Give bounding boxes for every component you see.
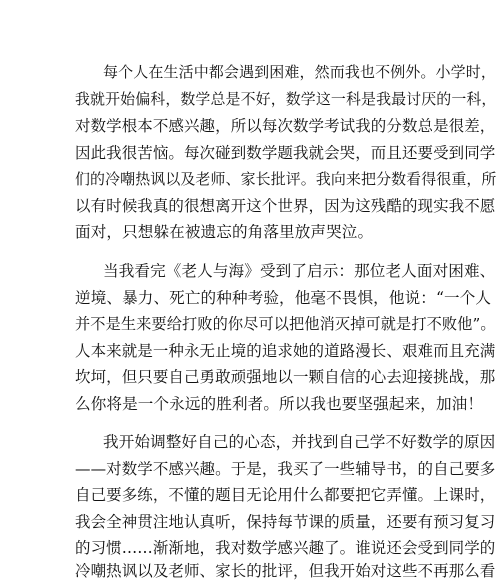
paragraph-1-line-2: 我就开始偏科，数学总是不好，数学这一科是我最讨厌的一科，	[75, 90, 497, 108]
paragraph-1-line-3: 对数学根本不感兴趣，所以每次数学考试我的分数总是很差，	[75, 117, 496, 135]
paragraph-1-line-5: 们的冷嘲热讽以及老师、家长批评。我向来把分数看得很重，所	[75, 170, 497, 188]
paragraph-2-line-6: 么你将是一个永远的胜利者。所以我也要坚强起来，加油！	[75, 395, 484, 413]
paragraph-3-line-3: 自己要多练，不懂的题目无论用什么都要把它弄懂。上课时，	[75, 486, 496, 504]
paragraph-3-line-5: 的习惯……渐渐地，我对数学感兴趣了。谁说还会受到同学的	[75, 539, 496, 557]
paragraph-2-line-4: 人本来就是一种永无止境的追求她的道路漫长、艰难而且充满	[75, 342, 496, 360]
paragraph-3-line-4: 我会全神贯注地认真听，保持每节课的质量，还要有预习复习	[75, 513, 496, 531]
paragraph-2-line-3: 并不是生来要给打败的你尽可以把他消灭掉可就是打不败他”。	[75, 315, 496, 333]
paragraph-2-line-1: 当我看完《老人与海》受到了启示：那位老人面对困难、	[103, 262, 496, 280]
paragraph-3-line-2: ——对数学不感兴趣。于是，我买了一些辅导书，的自己要多	[75, 460, 496, 478]
paragraph-1-line-6: 以有时候我真的很想离开这个世界，因为这残酷的现实我不愿	[75, 197, 496, 215]
paragraph-2-line-2: 逆境、暴力、死亡的种种考验，他毫不畏惧，他说：“一个人	[75, 289, 492, 307]
paragraph-1-line-1: 每个人在生活中都会遇到困难，然而我也不例外。小学时，	[103, 63, 497, 81]
paragraph-2-line-5: 坎坷，但只要自己勇敢顽强地以一颗自信的心去迎接挑战，那	[75, 368, 496, 386]
paragraph-1-line-7: 面对，只想躲在被遗忘的角落里放声哭泣。	[75, 223, 374, 241]
paragraph-1-line-4: 因此我很苦恼。每次碰到数学题我就会哭，而且还要受到同学	[75, 144, 496, 162]
paragraph-3-line-6: 冷嘲热讽以及老师、家长的批评，但我开始对这些不再那么看	[75, 562, 496, 580]
paragraph-3-line-1: 我开始调整好自己的心态，并找到自己学不好数学的原因	[103, 433, 496, 451]
